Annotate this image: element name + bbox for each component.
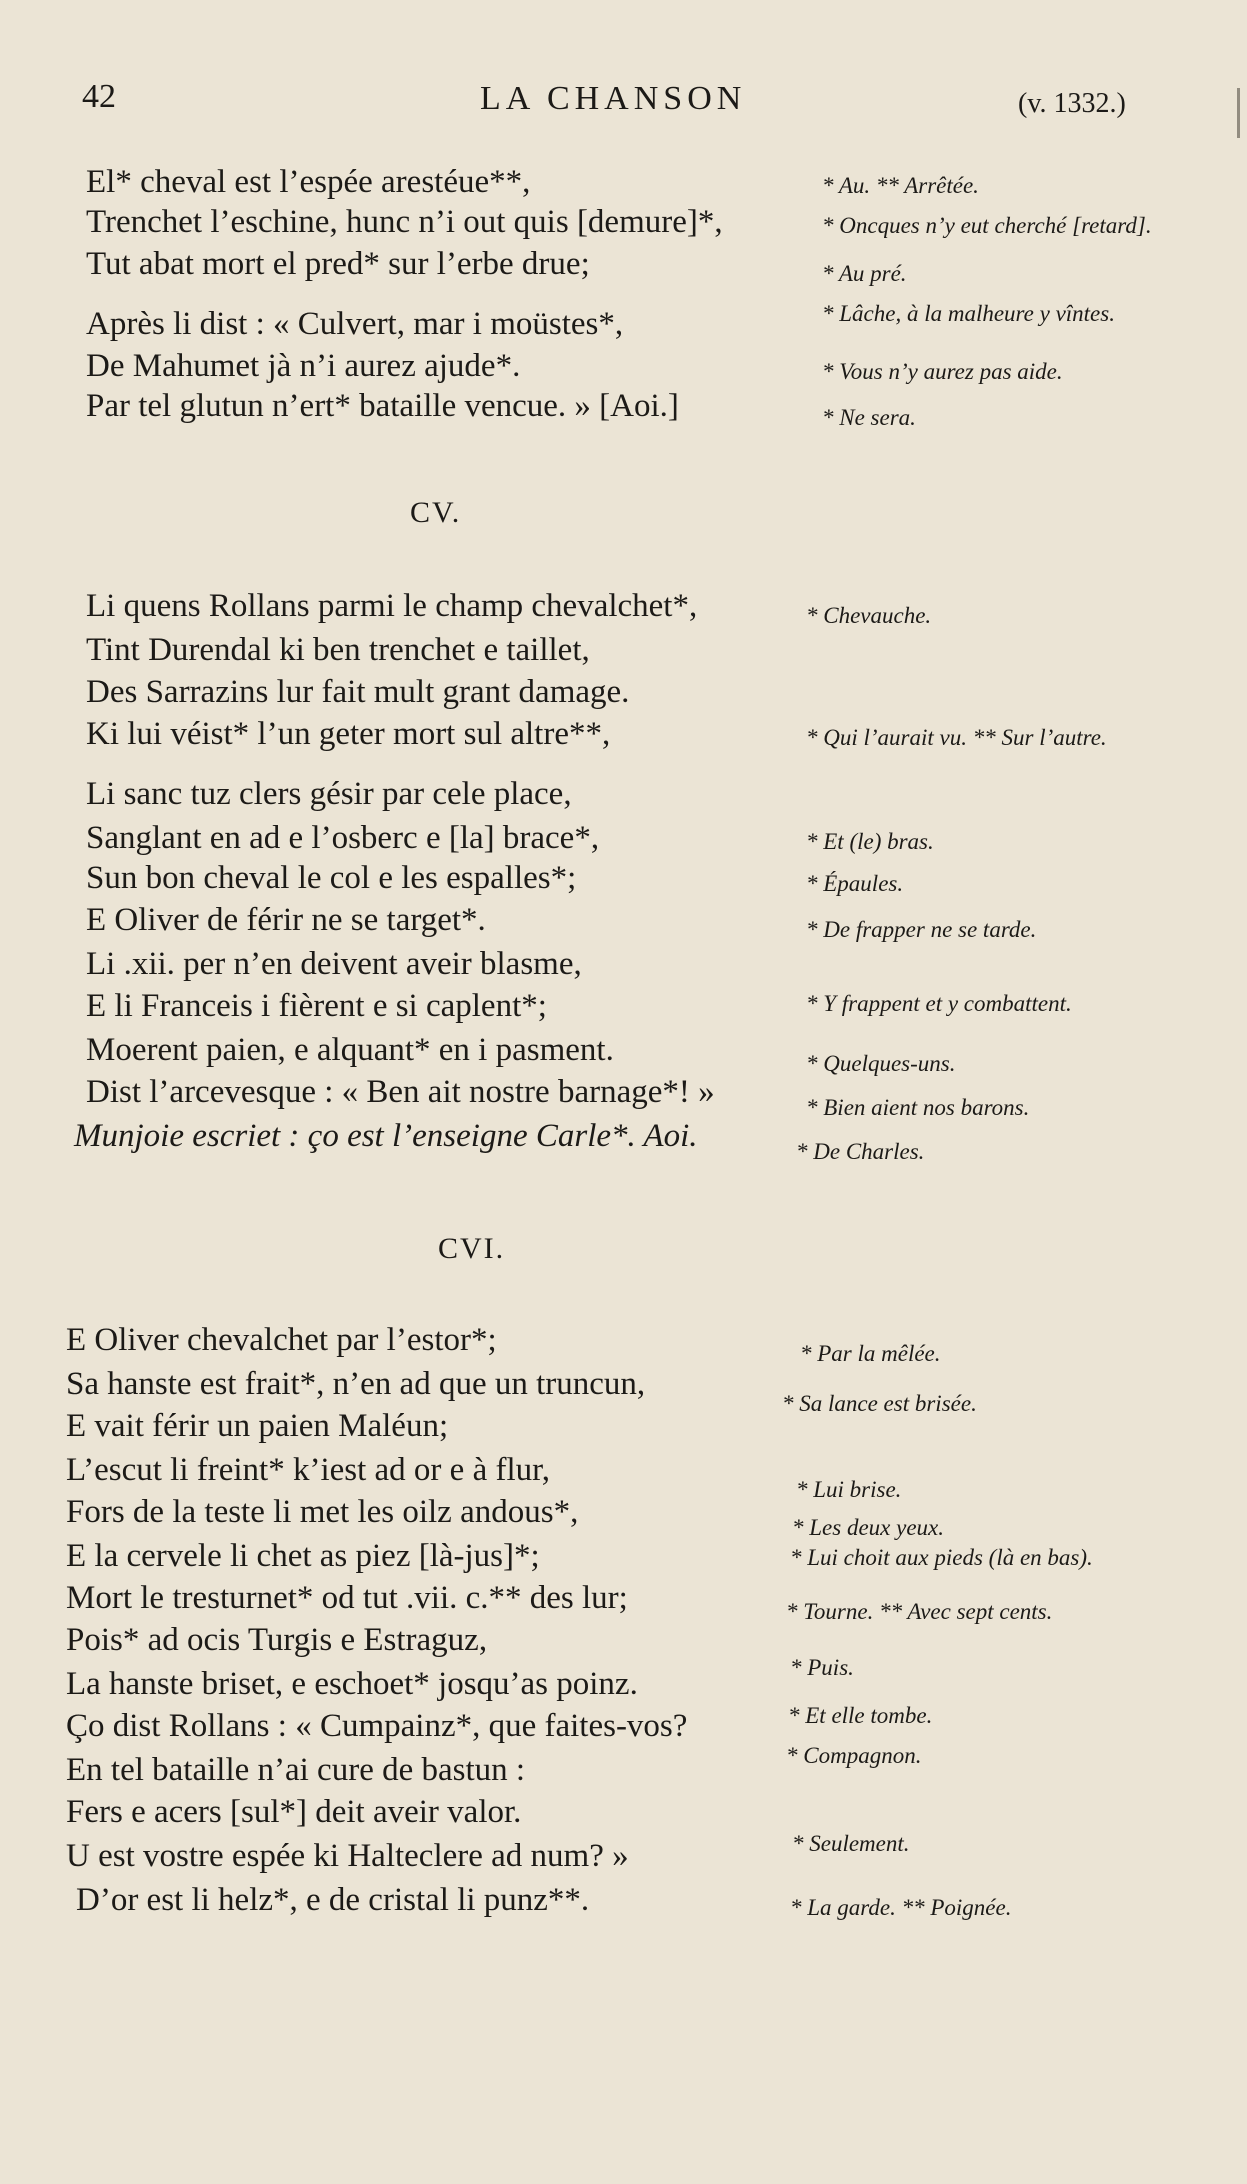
verse-line: La hanste briset, e eschoet* josqu’as poinz. (66, 1666, 638, 1702)
gloss-note: * Chevauche. (806, 603, 932, 628)
gloss-note: * Quelques-uns. (806, 1051, 956, 1076)
verse-line: Mort le tresturnet* od tut .vii. c.** des lur; (66, 1580, 628, 1616)
gloss-note: * Lui choit aux pieds (là en bas). (790, 1545, 1093, 1570)
verse-line: Moerent paien, e alquant* en i pasment. (86, 1032, 614, 1068)
verse-line: Tint Durendal ki ben trenchet e taillet, (86, 632, 590, 668)
section-heading-cv: CV. (410, 496, 462, 529)
verse-line: De Mahumet jà n’i aurez ajude*. (86, 348, 521, 384)
verse-line: Tut abat mort el pred* sur l’erbe drue; (86, 246, 590, 282)
verse-line: E la cervele li chet as piez [là-jus]*; (66, 1538, 540, 1574)
verse-line: Ço dist Rollans : « Cumpainz*, que faites-vos? (66, 1708, 688, 1744)
verse-reference: (v. 1332.) (1018, 88, 1126, 119)
gloss-note: * Lui brise. (796, 1477, 902, 1502)
verse-line: Fors de la teste li met les oilz andous*, (66, 1494, 579, 1530)
verse-line: En tel bataille n’ai cure de bastun : (66, 1752, 526, 1788)
gloss-note: * Les deux yeux. (792, 1515, 944, 1540)
gloss-note: * Tourne. ** Avec sept cents. (786, 1599, 1053, 1624)
verse-line: Fers e acers [sul*] deit aveir valor. (66, 1794, 522, 1830)
gloss-note: * La garde. ** Poignée. (790, 1895, 1012, 1920)
verse-line: Li sanc tuz clers gésir par cele place, (86, 776, 572, 812)
verse-line: Après li dist : « Culvert, mar i moüstes*, (86, 306, 624, 342)
gloss-note: * Ne sera. (822, 405, 916, 430)
gloss-note: * Épaules. (806, 871, 904, 896)
verse-line: Sa hanste est frait*, n’en ad que un truncun, (66, 1366, 646, 1402)
verse-line: Par tel glutun n’ert* bataille vencue. » [Aoi.] (86, 388, 679, 424)
gloss-note: * Et (le) bras. (806, 829, 934, 854)
gloss-note: * Qui l’aurait vu. ** Sur l’autre. (806, 725, 1107, 750)
page-number: 42 (82, 78, 116, 115)
gloss-note: * Seulement. (792, 1831, 910, 1856)
gloss-note: * Compagnon. (786, 1743, 922, 1768)
gloss-note: * Vous n’y aurez pas aide. (822, 359, 1063, 384)
gloss-note: * Au pré. (822, 261, 907, 286)
gloss-note: * De Charles. (796, 1139, 925, 1164)
verse-line: Dist l’arcevesque : « Ben ait nostre barnage*! » (86, 1074, 715, 1110)
edge-mark (1237, 88, 1240, 138)
gloss-note: * Et elle tombe. (788, 1703, 933, 1728)
verse-line: Li .xii. per n’en deivent aveir blasme, (86, 946, 582, 982)
verse-line: Des Sarrazins lur fait mult grant damage. (86, 674, 630, 710)
verse-line: E Oliver chevalchet par l’estor*; (66, 1322, 497, 1358)
running-title: LA CHANSON (480, 80, 747, 117)
verse-line: Sanglant en ad e l’osberc e [la] brace*, (86, 820, 600, 856)
verse-line: El* cheval est l’espée arestéue**, (86, 164, 531, 200)
verse-line: E li Franceis i fièrent e si caplent*; (86, 988, 547, 1024)
verse-line: E Oliver de férir ne se target*. (86, 902, 486, 938)
gloss-note: * Lâche, à la malheure y vîntes. (822, 301, 1115, 326)
verse-line: D’or est li helz*, e de cristal li punz**. (76, 1882, 590, 1918)
gloss-note: * De frapper ne se tarde. (806, 917, 1037, 942)
page-header (0, 78, 1247, 128)
verse-line: Sun bon cheval le col e les espalles*; (86, 860, 577, 896)
gloss-note: * Sa lance est brisée. (782, 1391, 977, 1416)
section-heading-cvi: CVI. (438, 1232, 506, 1265)
gloss-note: * Y frappent et y combattent. (806, 991, 1072, 1016)
verse-line: Munjoie escriet : ço est l’enseigne Carle*. Aoi. (74, 1118, 698, 1154)
verse-line: Li quens Rollans parmi le champ chevalchet*, (86, 588, 698, 624)
gloss-note: * Puis. (790, 1655, 854, 1680)
gloss-note: * Oncques n’y eut cherché [retard]. (822, 213, 1152, 238)
verse-line: Trenchet l’eschine, hunc n’i out quis [demure]*, (86, 204, 723, 240)
gloss-note: * Par la mêlée. (800, 1341, 941, 1366)
gloss-note: * Bien aient nos barons. (806, 1095, 1030, 1120)
gloss-note: * Au. ** Arrêtée. (822, 173, 979, 198)
verse-line: U est vostre espée ki Halteclere ad num? » (66, 1838, 629, 1874)
verse-line: L’escut li freint* k’iest ad or e à flur, (66, 1452, 551, 1488)
verse-line: E vait férir un paien Maléun; (66, 1408, 449, 1444)
verse-line: Ki lui véist* l’un geter mort sul altre**, (86, 716, 611, 752)
verse-line: Pois* ad ocis Turgis e Estraguz, (66, 1622, 488, 1658)
